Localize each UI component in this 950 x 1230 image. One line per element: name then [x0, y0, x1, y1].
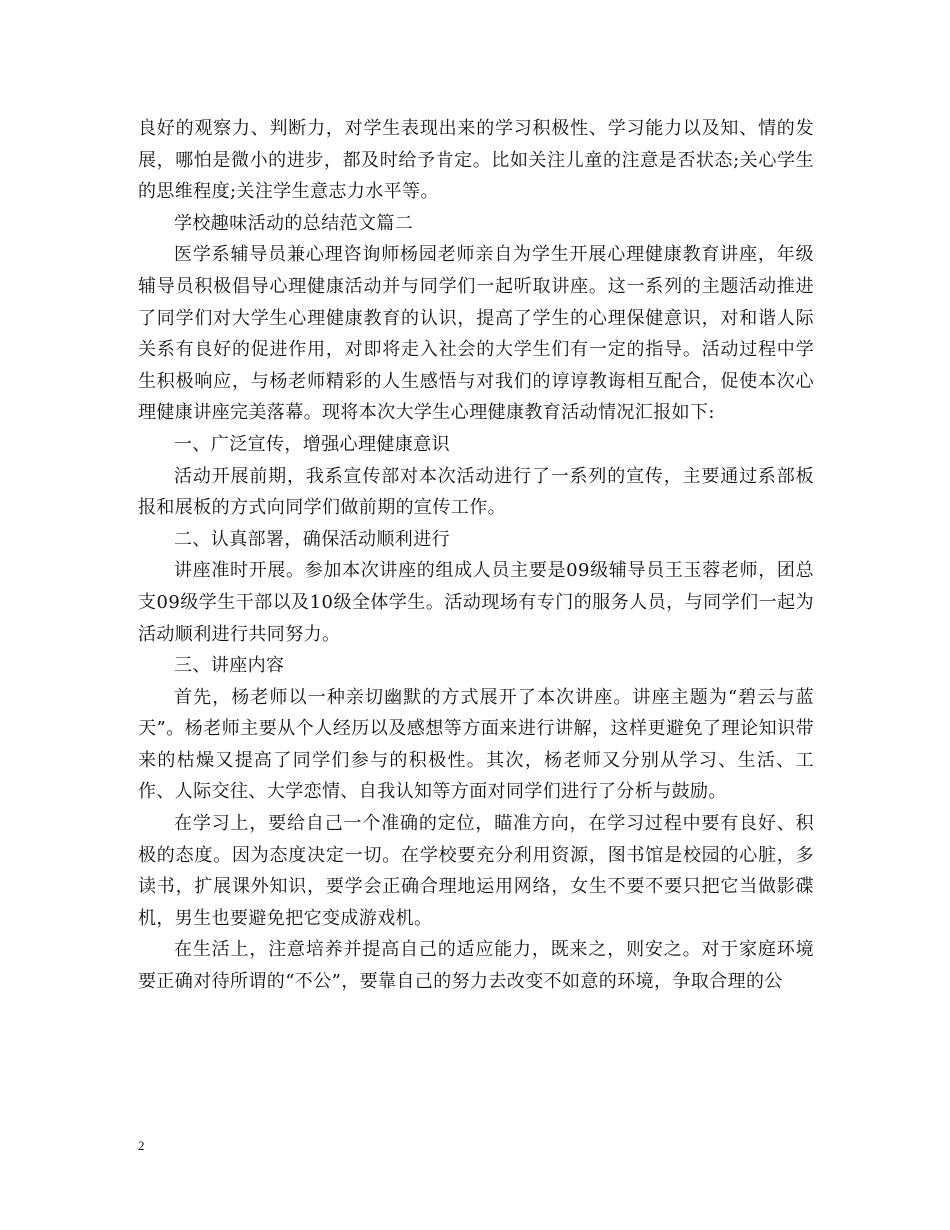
- body-paragraph-study: 在学习上，要给自己一个准确的定位，瞄准方向，在学习过程中要有良好、积极的态度。因为态度决定一切。在学校要充分利用资源，图书馆是校园的心脏，多读书，扩展课外知识，要学会正确合理地运用网络，女生不要不要只把它当做影碟机，男生也要避免把它变成游戏机。: [138, 813, 814, 929]
- section-heading-one: 一、广泛宣传，增强心理健康意识: [174, 433, 450, 455]
- body-paragraph-intro: 医学系辅导员兼心理咨询师杨园老师亲自为学生开展心理健康教育讲座，年级辅导员积极倡导心理健康活动并与同学们一起听取讲座。这一系列的主题活动推进了同学们对大学生心理健康教育的认识，提高了学生的心理保健意识，对和谐人际关系有良好的促进作用，对即将走入社会的大学生们有一定的指导。活动过程中学生积极响应，与杨老师精彩的人生感悟与对我们的谆谆教诲相互配合，促使本次心理健康讲座完美落幕。现将本次大学生心理健康教育活动情况汇报如下:: [138, 244, 814, 424]
- body-paragraph-deployment: 讲座准时开展。参加本次讲座的组成人员主要是09级辅导员王玉蓉老师，团总支09级学生干部以及10级全体学生。活动现场有专门的服务人员，与同学们一起为活动顺利进行共同努力。: [138, 560, 814, 645]
- section-heading-two: 二、认真部署，确保活动顺利进行: [174, 528, 450, 550]
- section-heading-three: 三、讲座内容: [174, 655, 285, 677]
- body-paragraph-lecture-content: 首先，杨老师以一种亲切幽默的方式展开了本次讲座。讲座主题为“碧云与蓝天”。杨老师主要从个人经历以及感想等方面来进行讲解，这样更避免了理论知识带来的枯燥又提高了同学们参与的积极性。其次，杨老师又分别从学习、生活、工作、人际交往、大学恋情、自我认知等方面对同学们进行了分析与鼓励。: [138, 686, 814, 803]
- body-paragraph-continued: 良好的观察力、判断力，对学生表现出来的学习积极性、学习能力以及知、情的发展，哪怕是微小的进步，都及时给予肯定。比如关注儿童的注意是否状态;关心学生的思维程度;关注学生意志力水平等。: [138, 118, 814, 203]
- page-number: 2: [138, 1138, 145, 1153]
- body-paragraph-publicity: 活动开展前期，我系宣传部对本次活动进行了一系列的宣传，主要通过系部板报和展板的方式向同学们做前期的宣传工作。: [138, 465, 814, 519]
- document-body: [138, 113, 814, 998]
- section-title-article-two: 学校趣味活动的总结范文篇二: [174, 212, 414, 234]
- body-paragraph-life: 在生活上，注意培养并提高自己的适应能力，既来之，则安之。对于家庭环境要正确对待所谓的“不公”，要靠自己的努力去改变不如意的环境，争取合理的公: [138, 939, 814, 993]
